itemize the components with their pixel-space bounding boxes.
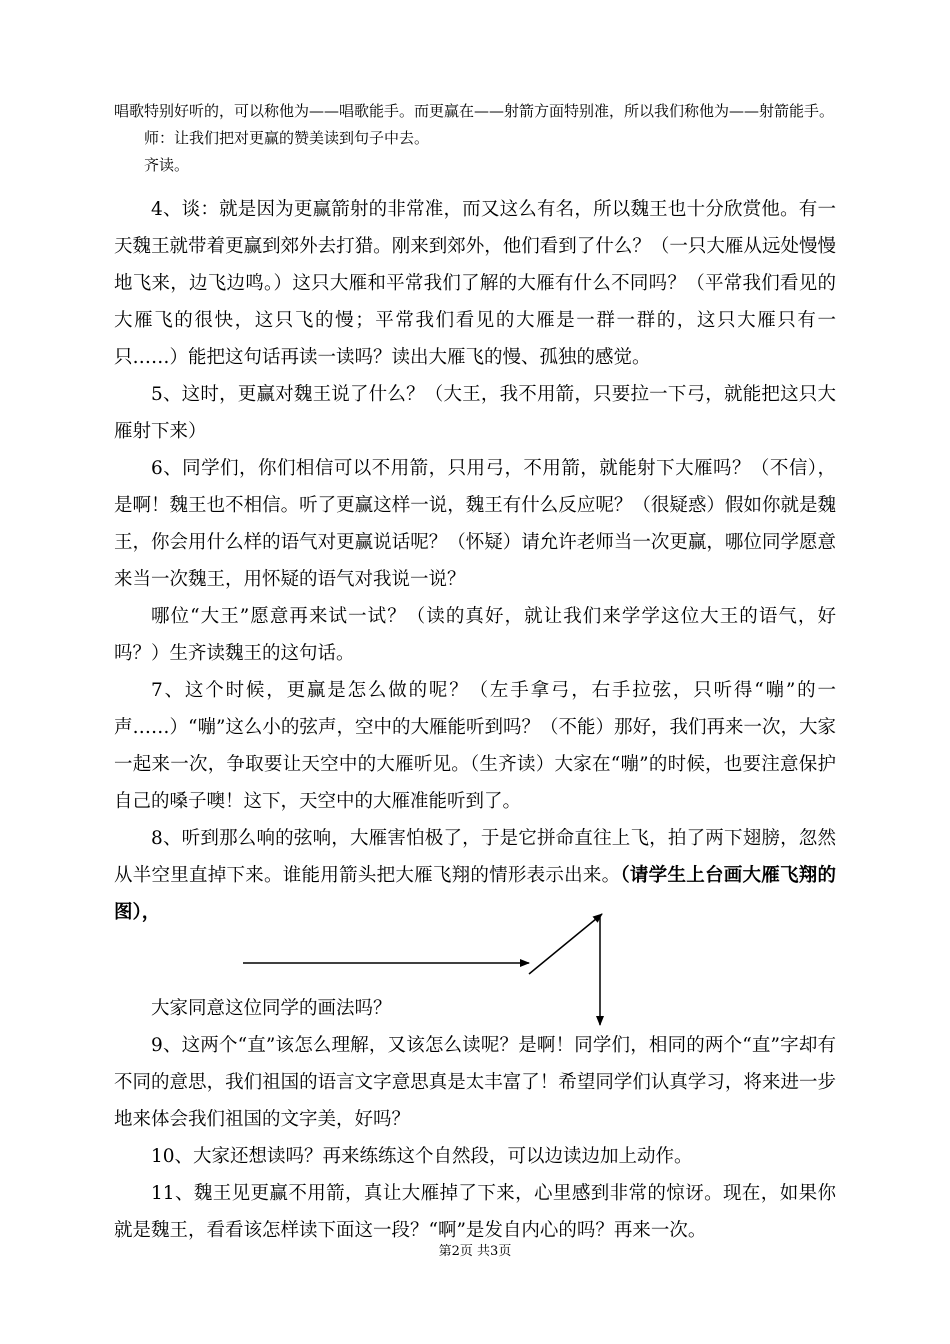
paragraph-4: 4、谈：就是因为更赢箭射的非常准，而又这么有名，所以魏王也十分欣赏他。有一天魏王就带着更赢到郊外去打猎。刚来到郊外，他们看到了什么？（一只大雁从远处慢慢地飞来，边飞边鸣。）这只大雁和平常我们了解的大雁有什么不同吗？（平常我们看见的大雁飞的很快，这只飞的慢；平常我们看见的大雁是一群一群的，这只大雁只有一只……）能把这句话再读一读吗？读出大雁飞的慢、孤独的感觉。: [114, 199, 836, 368]
paragraph-8: [114, 820, 836, 931]
paragraph-8-bold: （请学生上台画大雁飞翔的图），: [114, 865, 836, 923]
intro-section: [114, 98, 836, 179]
paragraph-8b: 大家同意这位同学的画法吗？: [151, 998, 392, 1019]
page-footer: 第2页 共3页: [438, 1244, 512, 1259]
paragraph-5: 5、这时，更赢对魏王说了什么？（大王，我不用箭，只要拉一下弓，就能把这只大雁射下来）: [114, 384, 836, 442]
paragraph-9: 9、这两个“直”该怎么理解，又该怎么读呢？是啊！同学们，相同的两个“直”字却有不同的意思，我们祖国的语言文字意思真是太丰富了！希望同学们认真学习，将来进一步地来体会我们祖国的文字美，好吗？: [114, 1035, 836, 1130]
intro-line-3: 齐读。: [144, 156, 190, 174]
question-section: [114, 990, 836, 1027]
paragraph-6: 6、同学们，你们相信可以不用箭，只用弓，不用箭，就能射下大雁吗？（不信），是啊！魏王也不相信。听了更赢这样一说，魏王有什么反应呢？（很疑惑）假如你就是魏王，你会用什么样的语气对更赢说话呢？（怀疑）请允许老师当一次更赢，哪位同学愿意来当一次魏王，用怀疑的语气对我说一说？: [114, 458, 836, 590]
intro-line-1: 唱歌特别好听的，可以称他为——唱歌能手。而更赢在——射箭方面特别准，所以我们称他为——射箭能手。: [114, 102, 835, 120]
paragraph-8-text: 8、听到那么响的弦响，大雁害怕极了，于是它拼命直往上飞，拍了两下翅膀，忽然从半空里直掉下来。谁能用箭头把大雁飞翔的情形表示出来。: [114, 828, 836, 886]
intro-line-2: 师：让我们把对更赢的赞美读到句子中去。: [144, 129, 430, 147]
paragraph-11: 11、魏王见更赢不用箭，真让大雁掉了下来，心里感到非常的惊讶。现在，如果你就是魏王，看看该怎样读下面这一段？“啊”是发自内心的吗？再来一次。: [114, 1183, 836, 1241]
paragraph-6b: 哪位“大王”愿意再来试一试？（读的真好，就让我们来学学这位大王的语气，好吗？）生齐读魏王的这句话。: [114, 606, 836, 664]
later-section: [114, 1027, 836, 1249]
main-section: [114, 191, 836, 931]
paragraph-7: 7、这个时候，更赢是怎么做的呢？（左手拿弓，右手拉弦，只听得“嘣”的一声……）“嘣”这么小的弦声，空中的大雁能听到吗？（不能）那好，我们再来一次，大家一起来一次，争取要让天空中的大雁听见。（生齐读）大家在“嘣”的时候，也要注意保护自己的嗓子噢！这下，天空中的大雁准能听到了。: [114, 680, 836, 812]
paragraph-10: 10、大家还想读吗？再来练练这个自然段，可以边读边加上动作。: [151, 1146, 693, 1167]
